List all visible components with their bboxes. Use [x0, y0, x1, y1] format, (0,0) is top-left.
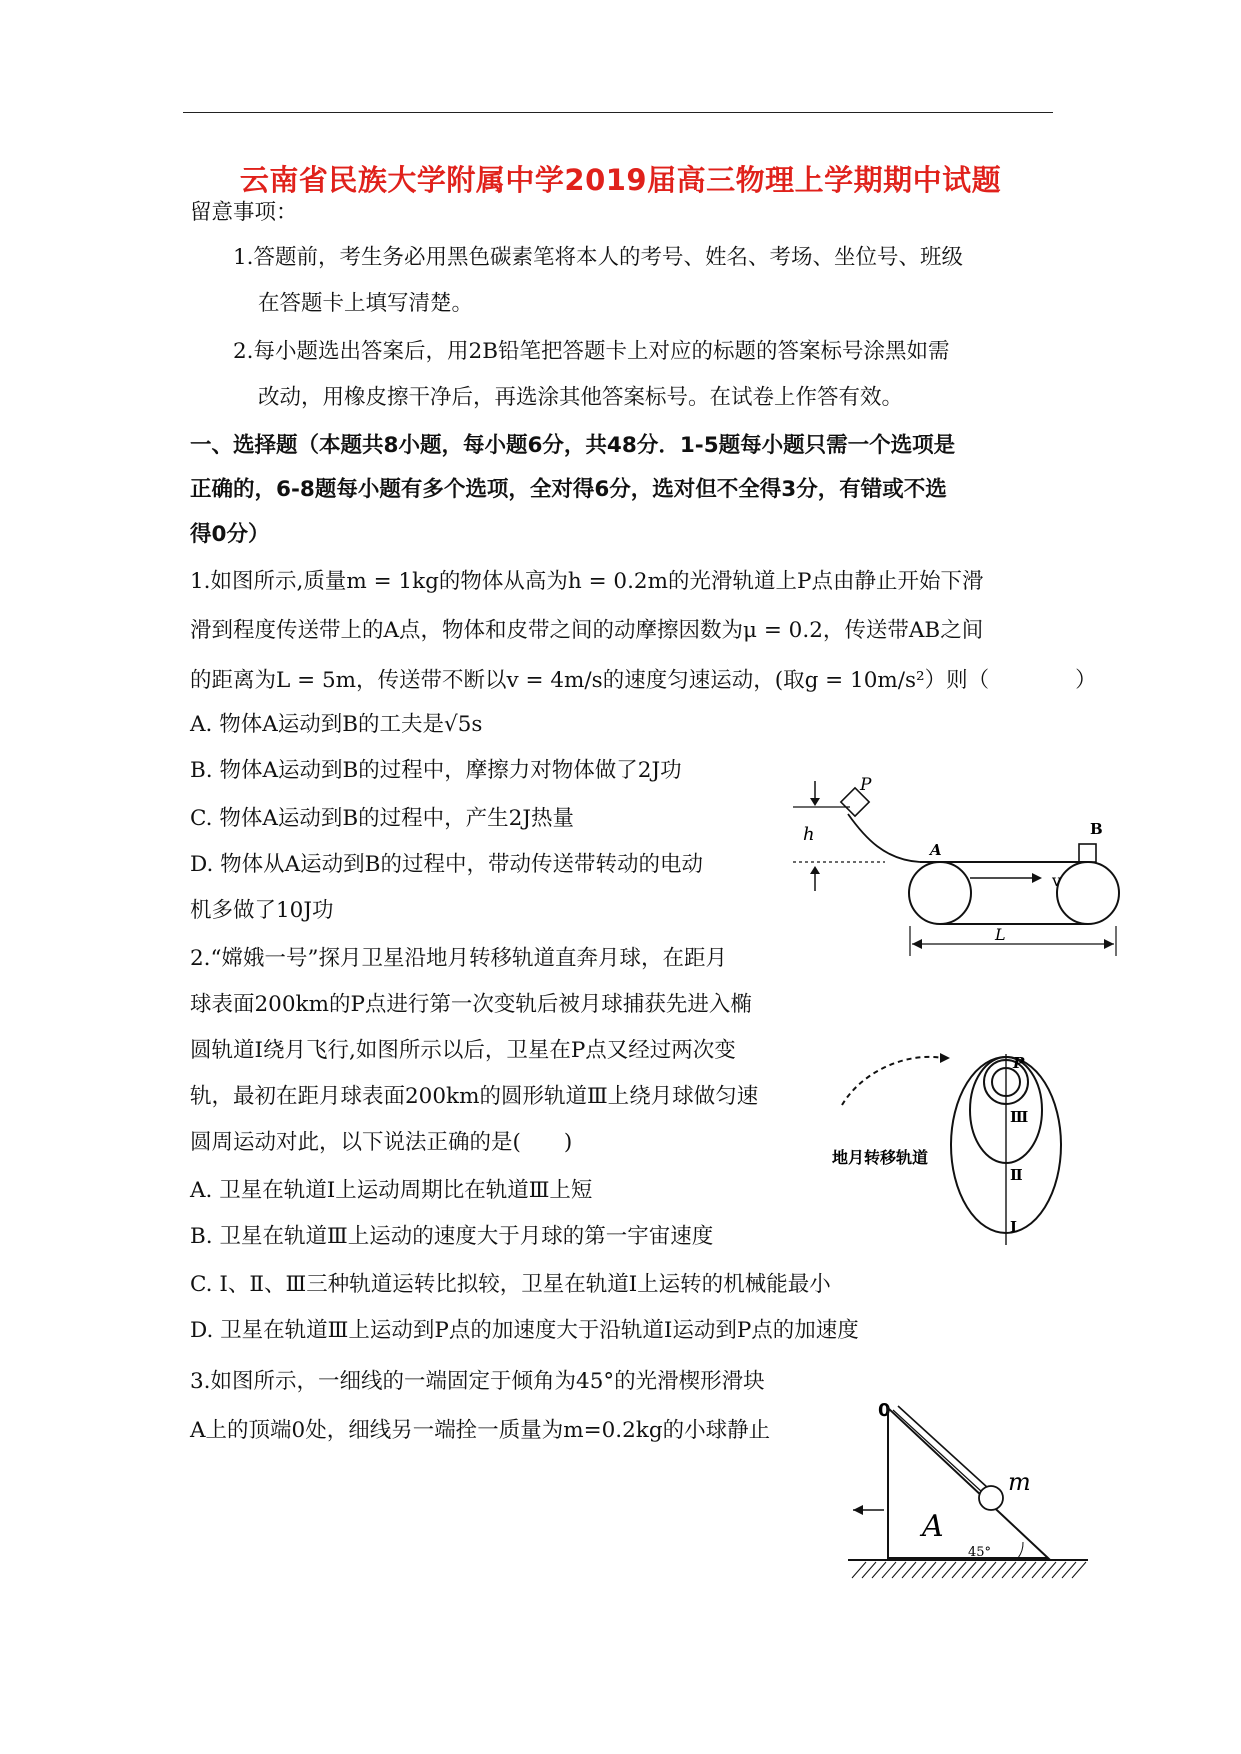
- p-label: P: [860, 776, 872, 795]
- q2-stem-4: 轨，最初在距月球表面200km的圆形轨道Ⅲ上绕月球做匀速: [190, 1084, 759, 1109]
- q2-option-b: B. 卫星在轨道Ⅲ上运动的速度大于月球的第一宇宙速度: [190, 1224, 714, 1249]
- h-label: h: [803, 824, 815, 845]
- wedge-figure: [848, 1388, 1088, 1592]
- q1-stem-3: 的距离为L = 5m，传送带不断以v = 4m/s的速度匀速运动，(取g = 10m/s²）则（ ）: [190, 668, 1097, 693]
- q2-option-d: D. 卫星在轨道Ⅲ上运动到P点的加速度大于沿轨道Ⅰ运动到P点的加速度: [190, 1318, 859, 1343]
- orbit-i-label: Ⅰ: [1010, 1218, 1018, 1236]
- header-rule: [183, 112, 1053, 113]
- q3-stem-2: A上的顶端0处，细线另一端拴一质量为m=0.2kg的小球静止: [190, 1418, 771, 1443]
- notice-item-1: 1.答题前，考生务必用黑色碳素笔将本人的考号、姓名、考场、坐位号、班级: [233, 245, 964, 270]
- v-label: v: [1052, 871, 1062, 890]
- a-label: A: [922, 1509, 944, 1544]
- q1-option-a: A. 物体A运动到B的工夫是√5s: [190, 712, 483, 737]
- q1-option-c: C. 物体A运动到B的过程中，产生2J热量: [190, 806, 574, 831]
- q1-stem-1: 1.如图所示,质量m = 1kg的物体从高为h = 0.2m的光滑轨道上P点由静止开始下滑: [190, 569, 984, 594]
- angle-label: 45°: [968, 1545, 992, 1560]
- q1-option-d-cont: 机多做了10J功: [190, 898, 334, 923]
- q1-stem-2: 滑到程度传送带上的A点，物体和皮带之间的动摩擦因数为μ = 0.2，传送带AB之间: [190, 618, 984, 643]
- b-label: B: [1090, 820, 1103, 838]
- m-label: m: [1008, 1468, 1031, 1496]
- moon-orbit-figure: [828, 1050, 1078, 1254]
- notice-item-1-cont: 在答题卡上填写清楚。: [258, 291, 474, 316]
- transfer-orbit-label: 地月转移轨道: [832, 1148, 929, 1167]
- section-heading: 一、选择题（本题共8小题，每小题6分，共48分．1-5题每小题只需一个选项是: [190, 433, 956, 458]
- page-title: 云南省民族大学附属中学2019届高三物理上学期期中试题: [239, 163, 1002, 197]
- notice-item-2: 2.每小题选出答案后，用2B铅笔把答题卡上对应的标题的答案标号涂黑如需: [233, 339, 950, 364]
- q2-stem-1: 2.“嫦娥一号”探月卫星沿地月转移轨道直奔月球，在距月: [190, 946, 727, 971]
- notice-item-2-cont: 改动，用橡皮擦干净后，再选涂其他答案标号。在试卷上作答有效。: [258, 385, 904, 410]
- q2-option-c: C. Ⅰ、Ⅱ、Ⅲ三种轨道运转比拟较，卫星在轨道Ⅰ上运转的机械能最小: [190, 1272, 831, 1297]
- q2-option-a: A. 卫星在轨道Ⅰ上运动周期比在轨道Ⅲ上短: [190, 1178, 593, 1203]
- q2-stem-2: 球表面200km的P点进行第一次变轨后被月球捕获先进入椭: [190, 992, 752, 1017]
- section-heading-end: 得0分）: [190, 522, 270, 547]
- q3-stem-1: 3.如图所示，一细线的一端固定于倾角为45°的光滑楔形滑块: [190, 1369, 765, 1394]
- q2-stem-5: 圆周运动对此，以下说法正确的是( ): [190, 1130, 573, 1155]
- q2-stem-3: 圆轨道Ⅰ绕月飞行,如图所示以后，卫星在P点又经过两次变: [190, 1038, 736, 1063]
- conveyor-belt-figure: [790, 776, 1140, 965]
- p-label: P: [1013, 1054, 1025, 1072]
- section-heading-cont: 正确的，6-8题每小题有多个选项，全对得6分，选对但不全得3分，有错或不选: [190, 477, 947, 502]
- q1-option-b: B. 物体A运动到B的过程中，摩擦力对物体做了2J功: [190, 758, 682, 783]
- notice-heading: 留意事项：: [190, 200, 298, 225]
- o-label: 0: [878, 1400, 891, 1421]
- q1-option-d: D. 物体从A运动到B的过程中，带动传送带转动的电动: [190, 852, 703, 877]
- l-label: L: [995, 925, 1006, 944]
- a-label: A: [930, 841, 942, 859]
- orbit-iii-label: Ⅲ: [1010, 1108, 1029, 1126]
- orbit-ii-label: Ⅱ: [1010, 1166, 1023, 1184]
